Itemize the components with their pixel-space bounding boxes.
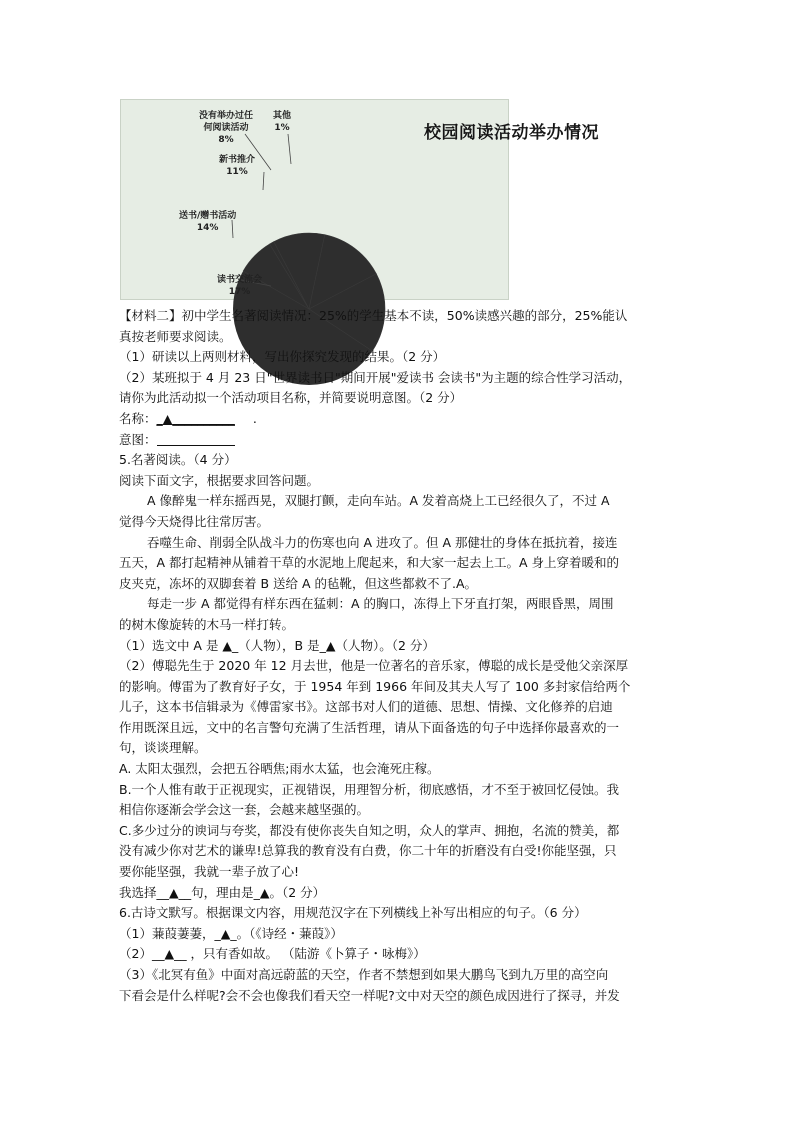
question-5-2: 作用既深且远，文中的名言警句充满了生活哲理，请从下面备选的句子中选择你最喜欢的一 <box>119 719 620 735</box>
question-4-1: （1）研读以上两则材料，写出你探究发现的结果。（2 分） <box>119 349 446 365</box>
answer-name-line <box>119 409 679 430</box>
intent-label: 意图： <box>119 431 157 447</box>
question-5-2: 句，谈谈理解。 <box>119 740 207 756</box>
option-b-cont: 相信你逐渐会学会这一套，会越来越坚强的。 <box>119 802 370 818</box>
passage-line: 吞噬生命、削弱全队战斗力的伤寒也向 A 进攻了。但 A 那健壮的身体在抵抗着，接连 <box>147 534 618 550</box>
question-5-title: 5.名著阅读。（4 分） <box>119 452 237 468</box>
slice-label <box>179 210 236 234</box>
slice-percent: 11% <box>226 167 248 177</box>
question-6-2: （2）__▲__ ，只有香如故。 （陆游《卜算子・咏梅》） <box>119 946 426 962</box>
question-text <box>119 306 679 1006</box>
slice-label-text: 送书/赠书活动 <box>179 211 237 221</box>
option-c: C.多少过分的谀词与夸奖，都没有使你丧失自知之明，众人的掌声、拥抱，名流的赞美，都 <box>119 822 620 838</box>
slice-label-text: 没有举办过任 <box>199 111 254 121</box>
passage-line: 五天，A 都打起精神从铺着干草的水泥地上爬起来，和大家一起去上工。A 身上穿着暖和的 <box>119 555 620 571</box>
slice-label-text: 其他 <box>273 111 292 121</box>
question-4-2: （2）某班拟于 4 月 23 日"世界读书日"期间开展"爱读书 会读书"为主题的综合性学习活动， <box>119 369 632 385</box>
passage-line: 皮夹克，冻坏的双脚套着 B 送给 A 的毡靴，但这些都救不了.A。 <box>119 575 478 591</box>
intent-answer-blank[interactable] <box>157 431 235 446</box>
passage-line: 每走一步 A 都觉得有样东西在猛刺：A 的胸口，冻得上下牙直打架，两眼昏黑，周围 <box>147 596 614 612</box>
passage-line: A 像醉鬼一样东摇西晃，双腿打颤，走向车站。A 发着高烧上工已经很久了，不过 A <box>147 493 610 509</box>
leader-line <box>288 134 291 164</box>
question-6-title: 6.古诗文默写。根据课文内容，用规范汉字在下列横线上补写出相应的句子。（6 分） <box>119 905 587 921</box>
material-line: 真按老师要求阅读。 <box>119 328 232 344</box>
name-answer-blank[interactable]: _▲__________ <box>156 410 235 426</box>
material-line: 【材料二】初中学生名著阅读情况：25%的学生基本不读，50%读感兴趣的部分，25%能认 <box>119 308 628 323</box>
option-c-cont: 没有减少你对艺术的谦卑!总算我的教育没有白费，你二十年的折磨没有白受!你能坚强，只 <box>119 843 617 859</box>
slice-label <box>219 154 255 178</box>
question-6-3: （3）《北冥有鱼》中面对高远蔚蓝的天空，作者不禁想到如果大鹏鸟飞到九万里的高空向 <box>119 967 609 982</box>
question-5-2: 的影响。傅雷为了教育好子女，于 1954 年到 1966 年间及其夫人写了 100 多封家信给两个 <box>119 678 631 694</box>
slice-percent: 1% <box>274 123 290 133</box>
option-c-cont: 要你能坚强，我就一辈子放了心! <box>119 864 300 880</box>
question-6-3: 下看会是什么样呢?会不会也像我们看天空一样呢?文中对天空的颜色成因进行了探寻，并发 <box>119 987 620 1003</box>
question-5-2: 儿子，这本书信辑录为《傅雷家书》。这部书对人们的道德、思想、情操、文化修养的启迪 <box>119 699 613 715</box>
question-6-1: （1）蒹葭萋萋，_▲_。（《诗经・蒹葭》） <box>119 925 343 941</box>
option-a: A. 太阳太强烈，会把五谷晒焦;雨水太猛，也会淹死庄稼。 <box>119 761 440 777</box>
slice-label <box>199 110 253 146</box>
slice-label <box>217 274 262 298</box>
slice-label-text: 何阅读活动 <box>203 123 249 133</box>
chart-title: 校园阅读活动举办情况 <box>424 123 599 143</box>
choice-line: 我选择__▲__句，理由是_▲。（2 分） <box>119 884 326 900</box>
option-b: B.一个人惟有敢于正视现实，正视错误，用理智分析，彻底感悟，才不至于被回忆侵蚀。我 <box>119 781 620 797</box>
slice-label-text: 新书推介 <box>219 155 256 165</box>
question-4-2-cont: 请你为此活动拟一个活动项目名称，并简要说明意图。（2 分） <box>119 390 463 406</box>
slice-percent: 14% <box>196 223 219 233</box>
answer-intent-line <box>119 430 679 451</box>
name-label: 名称： <box>119 410 157 426</box>
slice-label <box>273 110 291 134</box>
question-5-2: （2）傅聪先生于 2020 年 12 月去世，他是一位著名的音乐家，傅聪的成长是受他父亲深厚 <box>119 658 629 674</box>
slice-label-text: 读书交流会 <box>217 275 263 285</box>
question-5-instruction: 阅读下面文字，根据要求回答问题。 <box>119 472 320 488</box>
pie-chart-figure <box>120 99 599 300</box>
name-trail: . <box>252 410 257 426</box>
slice-percent: 17% <box>228 287 251 297</box>
passage-line: 的树木像旋转的木马一样打转。 <box>119 616 295 632</box>
question-5-1: （1）选文中 A 是 ▲_（人物），B 是_▲（人物）。（2 分） <box>119 637 435 653</box>
leader-line <box>263 172 264 190</box>
slice-percent: 8% <box>218 135 234 145</box>
passage-line: 觉得今天烧得比往常厉害。 <box>119 513 270 529</box>
